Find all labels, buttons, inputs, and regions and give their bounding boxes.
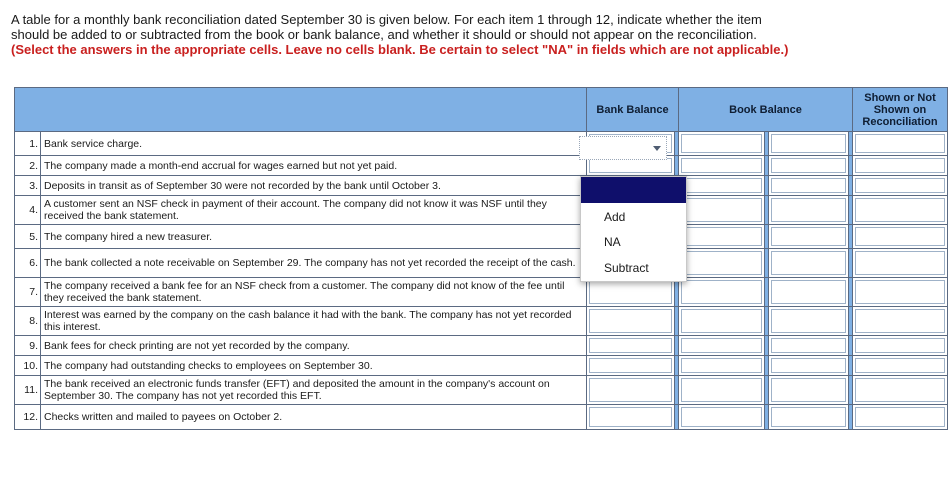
book-balance-cell-a[interactable] — [679, 336, 765, 356]
header-shown-line-3: Reconciliation — [862, 115, 938, 128]
answer-select[interactable] — [855, 178, 945, 193]
answer-select[interactable] — [589, 309, 672, 333]
instructions-line-2: should be added to or subtracted from the book or bank balance, and whether it should or should not appear on the reconciliation. — [11, 27, 757, 42]
answer-select[interactable] — [681, 198, 762, 222]
book-balance-cell-b[interactable] — [769, 225, 849, 249]
answer-select[interactable] — [589, 407, 672, 427]
book-balance-cell-b[interactable] — [769, 196, 849, 225]
table-row — [15, 405, 948, 430]
row-number: 12. — [15, 405, 41, 430]
header-shown-line-2: Shown on — [873, 103, 927, 116]
row-description: A customer sent an NSF check in payment of their account. The company did not know it was NSF until they received the bank statement. — [41, 196, 587, 225]
bank-balance-cell[interactable] — [587, 405, 675, 430]
row-number: 1. — [15, 132, 41, 156]
answer-select[interactable] — [681, 358, 762, 373]
row-number: 2. — [15, 156, 41, 176]
table-row — [15, 225, 948, 249]
row-number: 5. — [15, 225, 41, 249]
answer-select[interactable] — [681, 134, 762, 153]
header-row — [15, 88, 948, 132]
answer-select[interactable] — [589, 158, 672, 173]
row-number: 3. — [15, 176, 41, 196]
header-shown-line-1: Shown or Not — [864, 91, 936, 104]
answer-select[interactable] — [681, 227, 762, 246]
instructions — [11, 12, 911, 57]
instructions-note: (Select the answers in the appropriate cells. Leave no cells blank. Be certain to select "NA" in fields which are not applicable.) — [11, 42, 789, 57]
row-description: The bank collected a note receivable on September 29. The company has not yet recorded the receipt of the cash. — [41, 249, 587, 278]
row-description: The bank received an electronic funds transfer (EFT) and deposited the amount in the company's account on September 30. The company has not yet recorded this EFT. — [41, 376, 587, 405]
shown-on-reconciliation-cell[interactable] — [853, 156, 948, 176]
book-balance-cell-a[interactable] — [679, 356, 765, 376]
book-balance-cell-a[interactable] — [679, 278, 765, 307]
row-description: Bank fees for check printing are not yet recorded by the company. — [41, 336, 587, 356]
table-row — [15, 249, 948, 278]
dropdown-option-na[interactable]: NA — [604, 235, 621, 249]
row-description: The company received a bank fee for an NSF check from a customer. The company did not know of the fee until they received the bank statement. — [41, 278, 587, 307]
answer-select[interactable] — [681, 378, 762, 402]
bank-balance-cell[interactable] — [587, 336, 675, 356]
book-balance-cell-a[interactable] — [679, 196, 765, 225]
row-number: 6. — [15, 249, 41, 278]
header-shown-on-reconciliation — [853, 88, 948, 132]
row-description: Checks written and mailed to payees on October 2. — [41, 405, 587, 430]
dropdown-option-subtract[interactable]: Subtract — [604, 261, 649, 275]
header-blank — [15, 88, 587, 132]
table-row — [15, 307, 948, 336]
row-description: The company made a month-end accrual for wages earned but not yet paid. — [41, 156, 587, 176]
row-number: 4. — [15, 196, 41, 225]
table-row — [15, 376, 948, 405]
shown-on-reconciliation-cell[interactable] — [853, 132, 948, 156]
answer-select[interactable] — [855, 280, 945, 304]
answer-select[interactable] — [855, 134, 945, 153]
row-description: Bank service charge. — [41, 132, 587, 156]
dropdown-option-add[interactable]: Add — [604, 210, 626, 224]
row-number: 9. — [15, 336, 41, 356]
answer-select[interactable] — [681, 178, 762, 193]
answer-select[interactable] — [855, 358, 945, 373]
book-balance-cell-a[interactable] — [679, 249, 765, 278]
book-balance-cell-b[interactable] — [769, 249, 849, 278]
row-description: The company hired a new treasurer. — [41, 225, 587, 249]
answer-select[interactable] — [589, 358, 672, 373]
row-number: 8. — [15, 307, 41, 336]
shown-on-reconciliation-cell[interactable] — [853, 405, 948, 430]
answer-select[interactable] — [771, 358, 846, 373]
instructions-line-1: A table for a monthly bank reconciliation dated September 30 is given below. For each item 1 through 12, indicate whether the item — [11, 12, 762, 27]
bank-balance-cell[interactable] — [587, 376, 675, 405]
book-balance-cell-a[interactable] — [679, 405, 765, 430]
shown-on-reconciliation-cell[interactable] — [853, 307, 948, 336]
book-balance-cell-a[interactable] — [679, 176, 765, 196]
book-balance-cell-a[interactable] — [679, 307, 765, 336]
row-number: 7. — [15, 278, 41, 307]
table-row — [15, 356, 948, 376]
answer-select[interactable] — [681, 309, 762, 333]
answer-select[interactable] — [855, 158, 945, 173]
book-balance-cell-a[interactable] — [679, 132, 765, 156]
book-balance-cell-b[interactable] — [769, 405, 849, 430]
book-balance-cell-a[interactable] — [679, 225, 765, 249]
table-row — [15, 176, 948, 196]
table-row — [15, 336, 948, 356]
answer-select[interactable] — [771, 158, 846, 173]
answer-select[interactable] — [855, 338, 945, 353]
answer-select[interactable] — [855, 251, 945, 275]
book-balance-cell-a[interactable] — [679, 156, 765, 176]
answer-select[interactable] — [771, 251, 846, 275]
table-row — [15, 156, 948, 176]
answer-select[interactable] — [771, 338, 846, 353]
answer-select[interactable] — [855, 227, 945, 246]
book-balance-cell-b[interactable] — [769, 376, 849, 405]
answer-select[interactable] — [681, 158, 762, 173]
answer-select[interactable] — [771, 178, 846, 193]
dropdown-highlighted-option[interactable] — [581, 177, 686, 203]
table-body — [15, 132, 948, 430]
shown-on-reconciliation-cell[interactable] — [853, 225, 948, 249]
table-row — [15, 196, 948, 225]
answer-select[interactable] — [681, 251, 762, 275]
book-balance-cell-b[interactable] — [769, 132, 849, 156]
book-balance-cell-b[interactable] — [769, 156, 849, 176]
book-balance-cell-b[interactable] — [769, 356, 849, 376]
shown-on-reconciliation-cell[interactable] — [853, 278, 948, 307]
bank-balance-cell[interactable] — [587, 307, 675, 336]
book-balance-cell-b[interactable] — [769, 307, 849, 336]
row-number: 11. — [15, 376, 41, 405]
answer-select[interactable] — [855, 378, 945, 402]
answer-select[interactable] — [771, 134, 846, 153]
answer-select[interactable] — [771, 309, 846, 333]
answer-select[interactable] — [681, 407, 762, 427]
shown-on-reconciliation-cell[interactable] — [853, 249, 948, 278]
answer-select[interactable] — [681, 338, 762, 353]
header-book-balance: Book Balance — [679, 88, 853, 132]
shown-on-reconciliation-cell[interactable] — [853, 176, 948, 196]
bank-balance-cell[interactable] — [587, 356, 675, 376]
answer-select[interactable] — [771, 378, 846, 402]
answer-select[interactable] — [855, 309, 945, 333]
table-row — [15, 278, 948, 307]
answer-select[interactable] — [589, 280, 672, 304]
table-row — [15, 132, 948, 156]
row-description: Deposits in transit as of September 30 were not recorded by the bank until October 3. — [41, 176, 587, 196]
shown-on-reconciliation-cell[interactable] — [853, 376, 948, 405]
row-description: The company had outstanding checks to employees on September 30. — [41, 356, 587, 376]
book-balance-cell-b[interactable] — [769, 336, 849, 356]
book-balance-cell-b[interactable] — [769, 176, 849, 196]
shown-on-reconciliation-cell[interactable] — [853, 356, 948, 376]
reconciliation-table — [14, 87, 948, 430]
row-description: Interest was earned by the company on the cash balance it had with the bank. The company has not yet recorded this interest. — [41, 307, 587, 336]
answer-select[interactable] — [589, 338, 672, 353]
answer-select[interactable] — [681, 280, 762, 304]
answer-select[interactable] — [771, 227, 846, 246]
header-bank-balance: Bank Balance — [587, 88, 679, 132]
book-balance-cell-b[interactable] — [769, 278, 849, 307]
answer-select[interactable] — [855, 198, 945, 222]
answer-select[interactable] — [771, 407, 846, 427]
answer-select[interactable] — [771, 280, 846, 304]
answer-select[interactable] — [589, 378, 672, 402]
bank-balance-select-row-1[interactable] — [579, 136, 667, 160]
dropdown-menu — [580, 176, 687, 282]
chevron-down-icon[interactable] — [653, 146, 661, 151]
shown-on-reconciliation-cell[interactable] — [853, 196, 948, 225]
answer-select[interactable] — [771, 198, 846, 222]
row-number: 10. — [15, 356, 41, 376]
book-balance-cell-a[interactable] — [679, 376, 765, 405]
shown-on-reconciliation-cell[interactable] — [853, 336, 948, 356]
answer-select[interactable] — [855, 407, 945, 427]
